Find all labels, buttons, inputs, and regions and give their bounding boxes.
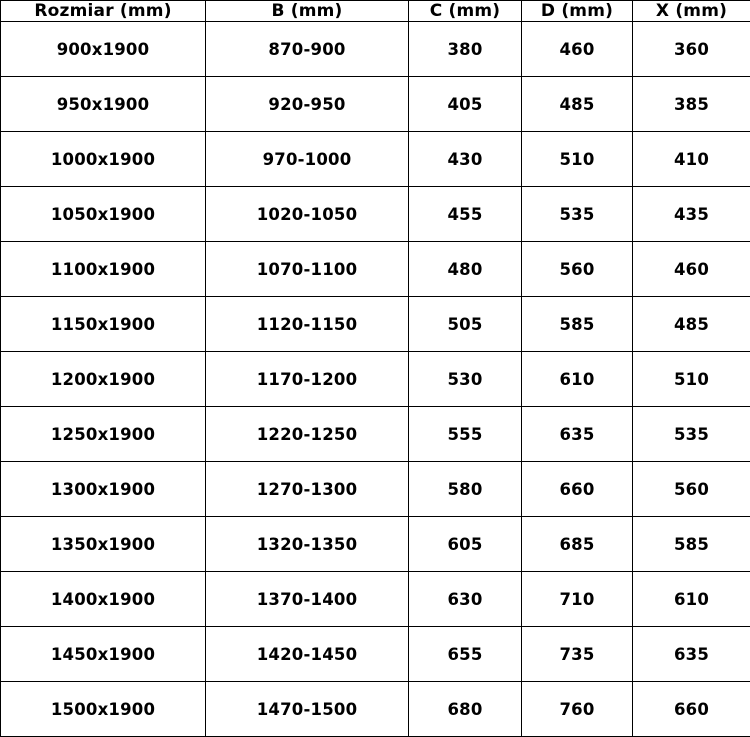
cell-x: 660 xyxy=(633,682,750,737)
cell-b: 1470-1500 xyxy=(206,682,409,737)
cell-c: 480 xyxy=(409,242,522,297)
cell-c: 655 xyxy=(409,627,522,682)
cell-b: 1020-1050 xyxy=(206,187,409,242)
cell-d: 660 xyxy=(522,462,633,517)
cell-c: 530 xyxy=(409,352,522,407)
cell-rozmiar: 1450x1900 xyxy=(1,627,206,682)
cell-d: 585 xyxy=(522,297,633,352)
table-row xyxy=(1,462,750,517)
cell-x: 460 xyxy=(633,242,750,297)
cell-b: 1170-1200 xyxy=(206,352,409,407)
cell-rozmiar: 1000x1900 xyxy=(1,132,206,187)
cell-rozmiar: 1200x1900 xyxy=(1,352,206,407)
table-row xyxy=(1,627,750,682)
cell-d: 760 xyxy=(522,682,633,737)
cell-b: 1270-1300 xyxy=(206,462,409,517)
cell-x: 485 xyxy=(633,297,750,352)
table-header-row xyxy=(1,1,750,22)
table-row xyxy=(1,132,750,187)
table-row xyxy=(1,352,750,407)
cell-rozmiar: 1500x1900 xyxy=(1,682,206,737)
table-row xyxy=(1,242,750,297)
cell-b: 970-1000 xyxy=(206,132,409,187)
cell-rozmiar: 1350x1900 xyxy=(1,517,206,572)
cell-c: 505 xyxy=(409,297,522,352)
table-header xyxy=(1,1,750,22)
cell-c: 455 xyxy=(409,187,522,242)
table-row xyxy=(1,572,750,627)
cell-d: 685 xyxy=(522,517,633,572)
cell-d: 485 xyxy=(522,77,633,132)
cell-x: 560 xyxy=(633,462,750,517)
cell-rozmiar: 1050x1900 xyxy=(1,187,206,242)
cell-b: 1370-1400 xyxy=(206,572,409,627)
cell-b: 920-950 xyxy=(206,77,409,132)
cell-rozmiar: 1150x1900 xyxy=(1,297,206,352)
cell-rozmiar: 1100x1900 xyxy=(1,242,206,297)
cell-x: 535 xyxy=(633,407,750,462)
cell-x: 360 xyxy=(633,22,750,77)
cell-x: 635 xyxy=(633,627,750,682)
cell-d: 610 xyxy=(522,352,633,407)
column-header-x: X (mm) xyxy=(633,1,750,22)
cell-x: 385 xyxy=(633,77,750,132)
cell-b: 1070-1100 xyxy=(206,242,409,297)
cell-d: 460 xyxy=(522,22,633,77)
cell-b: 1320-1350 xyxy=(206,517,409,572)
cell-rozmiar: 950x1900 xyxy=(1,77,206,132)
cell-b: 1220-1250 xyxy=(206,407,409,462)
column-header-b: B (mm) xyxy=(206,1,409,22)
cell-b: 870-900 xyxy=(206,22,409,77)
table-row xyxy=(1,77,750,132)
cell-rozmiar: 1250x1900 xyxy=(1,407,206,462)
table-row xyxy=(1,22,750,77)
table-row xyxy=(1,187,750,242)
cell-c: 555 xyxy=(409,407,522,462)
cell-c: 630 xyxy=(409,572,522,627)
table-row xyxy=(1,407,750,462)
column-header-d: D (mm) xyxy=(522,1,633,22)
cell-rozmiar: 900x1900 xyxy=(1,22,206,77)
cell-d: 735 xyxy=(522,627,633,682)
cell-x: 435 xyxy=(633,187,750,242)
cell-c: 380 xyxy=(409,22,522,77)
column-header-c: C (mm) xyxy=(409,1,522,22)
cell-d: 710 xyxy=(522,572,633,627)
cell-c: 605 xyxy=(409,517,522,572)
cell-c: 430 xyxy=(409,132,522,187)
cell-x: 510 xyxy=(633,352,750,407)
table-row xyxy=(1,682,750,737)
cell-c: 680 xyxy=(409,682,522,737)
cell-x: 410 xyxy=(633,132,750,187)
cell-d: 510 xyxy=(522,132,633,187)
table-body xyxy=(1,22,750,737)
cell-b: 1420-1450 xyxy=(206,627,409,682)
table-row xyxy=(1,517,750,572)
table-row xyxy=(1,297,750,352)
cell-rozmiar: 1400x1900 xyxy=(1,572,206,627)
cell-x: 610 xyxy=(633,572,750,627)
cell-rozmiar: 1300x1900 xyxy=(1,462,206,517)
cell-d: 535 xyxy=(522,187,633,242)
column-header-rozmiar: Rozmiar (mm) xyxy=(1,1,206,22)
cell-d: 635 xyxy=(522,407,633,462)
cell-c: 580 xyxy=(409,462,522,517)
cell-d: 560 xyxy=(522,242,633,297)
cell-c: 405 xyxy=(409,77,522,132)
cell-x: 585 xyxy=(633,517,750,572)
cell-b: 1120-1150 xyxy=(206,297,409,352)
